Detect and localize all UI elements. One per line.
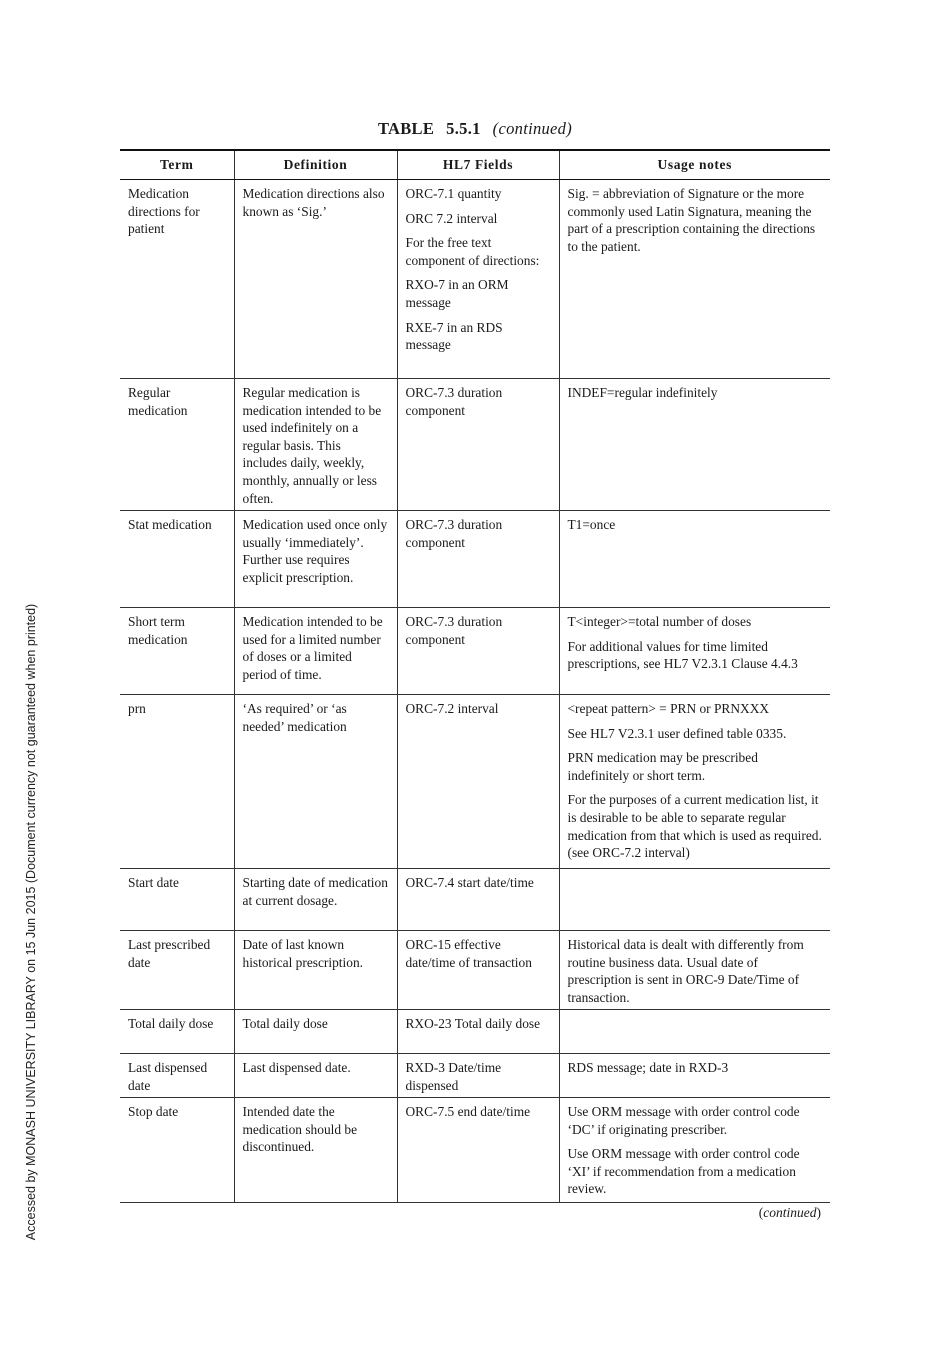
- table-row: [120, 180, 830, 379]
- cell-paragraph: For additional values for time limited prescriptions, see HL7 V2.3.1 Clause 4.4.3: [567, 638, 798, 672]
- hl7-fields-cell: [397, 695, 559, 869]
- hl7-fields-cell: [397, 1010, 559, 1054]
- usage-notes-cell: [559, 180, 830, 379]
- cell-paragraph: RXO-23 Total daily dose: [405, 1016, 541, 1031]
- term-cell: [120, 379, 234, 511]
- term-cell: [120, 608, 234, 695]
- table-body: [120, 180, 830, 1203]
- definition-cell: [234, 1010, 397, 1054]
- cell-paragraph: Intended date the medication should be discontinued.: [242, 1104, 358, 1155]
- cell-paragraph: Sig. = abbreviation of Signature or the more commonly used Latin Signatura, meaning the part of a prescription containing the directions to the patient.: [567, 186, 816, 254]
- definition-cell: [234, 180, 397, 379]
- cell-paragraph: Use ORM message with order control code ‘XI’ if recommendation from a medication review.: [567, 1146, 800, 1197]
- cell-paragraph: For the purposes of a current medication list, it is desirable to be able to separate regular medication from that which is used as required. (see ORC-7.2 interval): [567, 792, 822, 861]
- cell-paragraph: Last dispensed date.: [242, 1060, 351, 1075]
- cell-paragraph: INDEF=regular indefinitely: [567, 385, 718, 400]
- cell-paragraph: prn: [128, 701, 146, 716]
- usage-notes-cell: [559, 379, 830, 511]
- term-cell: [120, 1010, 234, 1054]
- definition-cell: [234, 608, 397, 695]
- table-row: [120, 931, 830, 1010]
- hl7-fields-cell: [397, 608, 559, 695]
- medication-terms-table: [120, 149, 830, 1203]
- cell-paragraph: ORC-7.2 interval: [405, 701, 499, 716]
- table-row: [120, 1010, 830, 1054]
- cell-paragraph: Start date: [128, 875, 179, 890]
- cell-paragraph: Regular medication is medication intended to be used indefinitely on a regular basis. This includes daily, weekly, monthly, annually or less often.: [242, 385, 382, 506]
- definition-cell: [234, 1054, 397, 1098]
- usage-notes-cell: [559, 1010, 830, 1054]
- cell-paragraph: For the free text component of directions:: [405, 235, 540, 268]
- cell-paragraph: Regular medication: [128, 385, 188, 418]
- cell-paragraph: Use ORM message with order control code ‘DC’ if originating prescriber.: [567, 1104, 800, 1137]
- cell-paragraph: ORC 7.2 interval: [405, 210, 498, 226]
- term-cell: [120, 1054, 234, 1098]
- cell-paragraph: Date of last known historical prescription.: [242, 937, 363, 970]
- cell-paragraph: Total daily dose: [242, 1016, 328, 1031]
- cell-paragraph: Stat medication: [128, 517, 212, 532]
- table-row: [120, 608, 830, 695]
- cell-paragraph: ORC-7.3 duration component: [405, 385, 503, 418]
- hl7-fields-cell: [397, 1098, 559, 1203]
- hl7-fields-cell: [397, 1054, 559, 1098]
- hl7-fields-cell: [397, 379, 559, 511]
- header-usage-notes: Usage notes: [559, 150, 830, 180]
- cell-paragraph: PRN medication may be prescribed indefinitely or short term.: [567, 750, 758, 783]
- table-row: [120, 1054, 830, 1098]
- cell-paragraph: Medication directions for patient: [128, 186, 200, 237]
- access-watermark: Accessed by MONASH UNIVERSITY LIBRARY on 15 Jun 2015 (Document currency not guaranteed when printed): [24, 603, 38, 1241]
- hl7-fields-cell: [397, 931, 559, 1010]
- cell-paragraph: ‘As required’ or ‘as needed’ medication: [242, 701, 347, 734]
- table-row: [120, 869, 830, 931]
- usage-notes-cell: [559, 511, 830, 608]
- table-label: TABLE 5.5.1: [377, 119, 481, 138]
- cell-paragraph: RXO-7 in an ORM message: [405, 277, 509, 310]
- term-cell: [120, 180, 234, 379]
- cell-paragraph: ORC-7.5 end date/time: [405, 1104, 531, 1119]
- footer-continued: (continued): [758, 1205, 821, 1220]
- table-row: [120, 1098, 830, 1203]
- usage-notes-cell: [559, 608, 830, 695]
- table-continued-label: (continued): [492, 119, 573, 138]
- cell-paragraph: Starting date of medication at current dosage.: [242, 875, 388, 908]
- definition-cell: [234, 695, 397, 869]
- cell-paragraph: RDS message; date in RXD-3: [567, 1060, 729, 1075]
- hl7-fields-cell: [397, 511, 559, 608]
- term-cell: [120, 511, 234, 608]
- table-row: [120, 379, 830, 511]
- hl7-fields-cell: [397, 869, 559, 931]
- usage-notes-cell: [559, 869, 830, 931]
- cell-paragraph: Short term medication: [128, 614, 188, 647]
- table-title: [120, 119, 830, 139]
- term-cell: [120, 931, 234, 1010]
- table-row: [120, 511, 830, 608]
- header-term: Term: [120, 150, 234, 180]
- cell-paragraph: Total daily dose: [128, 1016, 214, 1031]
- term-cell: [120, 1098, 234, 1203]
- definition-cell: [234, 869, 397, 931]
- usage-notes-cell: [559, 1098, 830, 1203]
- usage-notes-cell: [559, 695, 830, 869]
- definition-cell: [234, 931, 397, 1010]
- cell-paragraph: Last dispensed date: [128, 1060, 208, 1093]
- cell-paragraph: ORC-7.3 duration component: [405, 517, 503, 550]
- usage-notes-cell: [559, 1054, 830, 1098]
- cell-paragraph: T1=once: [567, 517, 616, 532]
- cell-paragraph: RXE-7 in an RDS message: [405, 319, 503, 353]
- cell-paragraph: ORC-7.4 start date/time: [405, 875, 534, 890]
- cell-paragraph: ORC-15 effective date/time of transaction: [405, 937, 532, 970]
- cell-paragraph: Stop date: [128, 1104, 179, 1119]
- cell-paragraph: Medication used once only usually ‘immediately’. Further use requires explicit prescription.: [242, 517, 388, 585]
- header-definition: Definition: [234, 150, 397, 180]
- definition-cell: [234, 511, 397, 608]
- header-hl7-fields: HL7 Fields: [397, 150, 559, 180]
- usage-notes-cell: [559, 931, 830, 1010]
- table-header-row: [120, 150, 830, 180]
- cell-paragraph: Medication directions also known as ‘Sig.’: [242, 186, 385, 219]
- cell-paragraph: <repeat pattern> = PRN or PRNXXX: [567, 701, 770, 716]
- table-row: [120, 695, 830, 869]
- cell-paragraph: ORC-7.3 duration component: [405, 614, 503, 647]
- cell-paragraph: Last prescribed date: [128, 937, 211, 970]
- definition-cell: [234, 1098, 397, 1203]
- cell-paragraph: Historical data is dealt with differently from routine business data. Usual date of prescription is sent in ORC-9 Date/Time of transaction.: [567, 937, 804, 1005]
- hl7-fields-cell: [397, 180, 559, 379]
- cell-paragraph: See HL7 V2.3.1 user defined table 0335.: [567, 725, 787, 741]
- cell-paragraph: ORC-7.1 quantity: [405, 186, 502, 201]
- definition-cell: [234, 379, 397, 511]
- cell-paragraph: RXD-3 Date/time dispensed: [405, 1060, 502, 1093]
- cell-paragraph: Medication intended to be used for a limited number of doses or a limited period of time.: [242, 614, 383, 682]
- term-cell: [120, 869, 234, 931]
- term-cell: [120, 695, 234, 869]
- cell-paragraph: T<integer>=total number of doses: [567, 614, 752, 629]
